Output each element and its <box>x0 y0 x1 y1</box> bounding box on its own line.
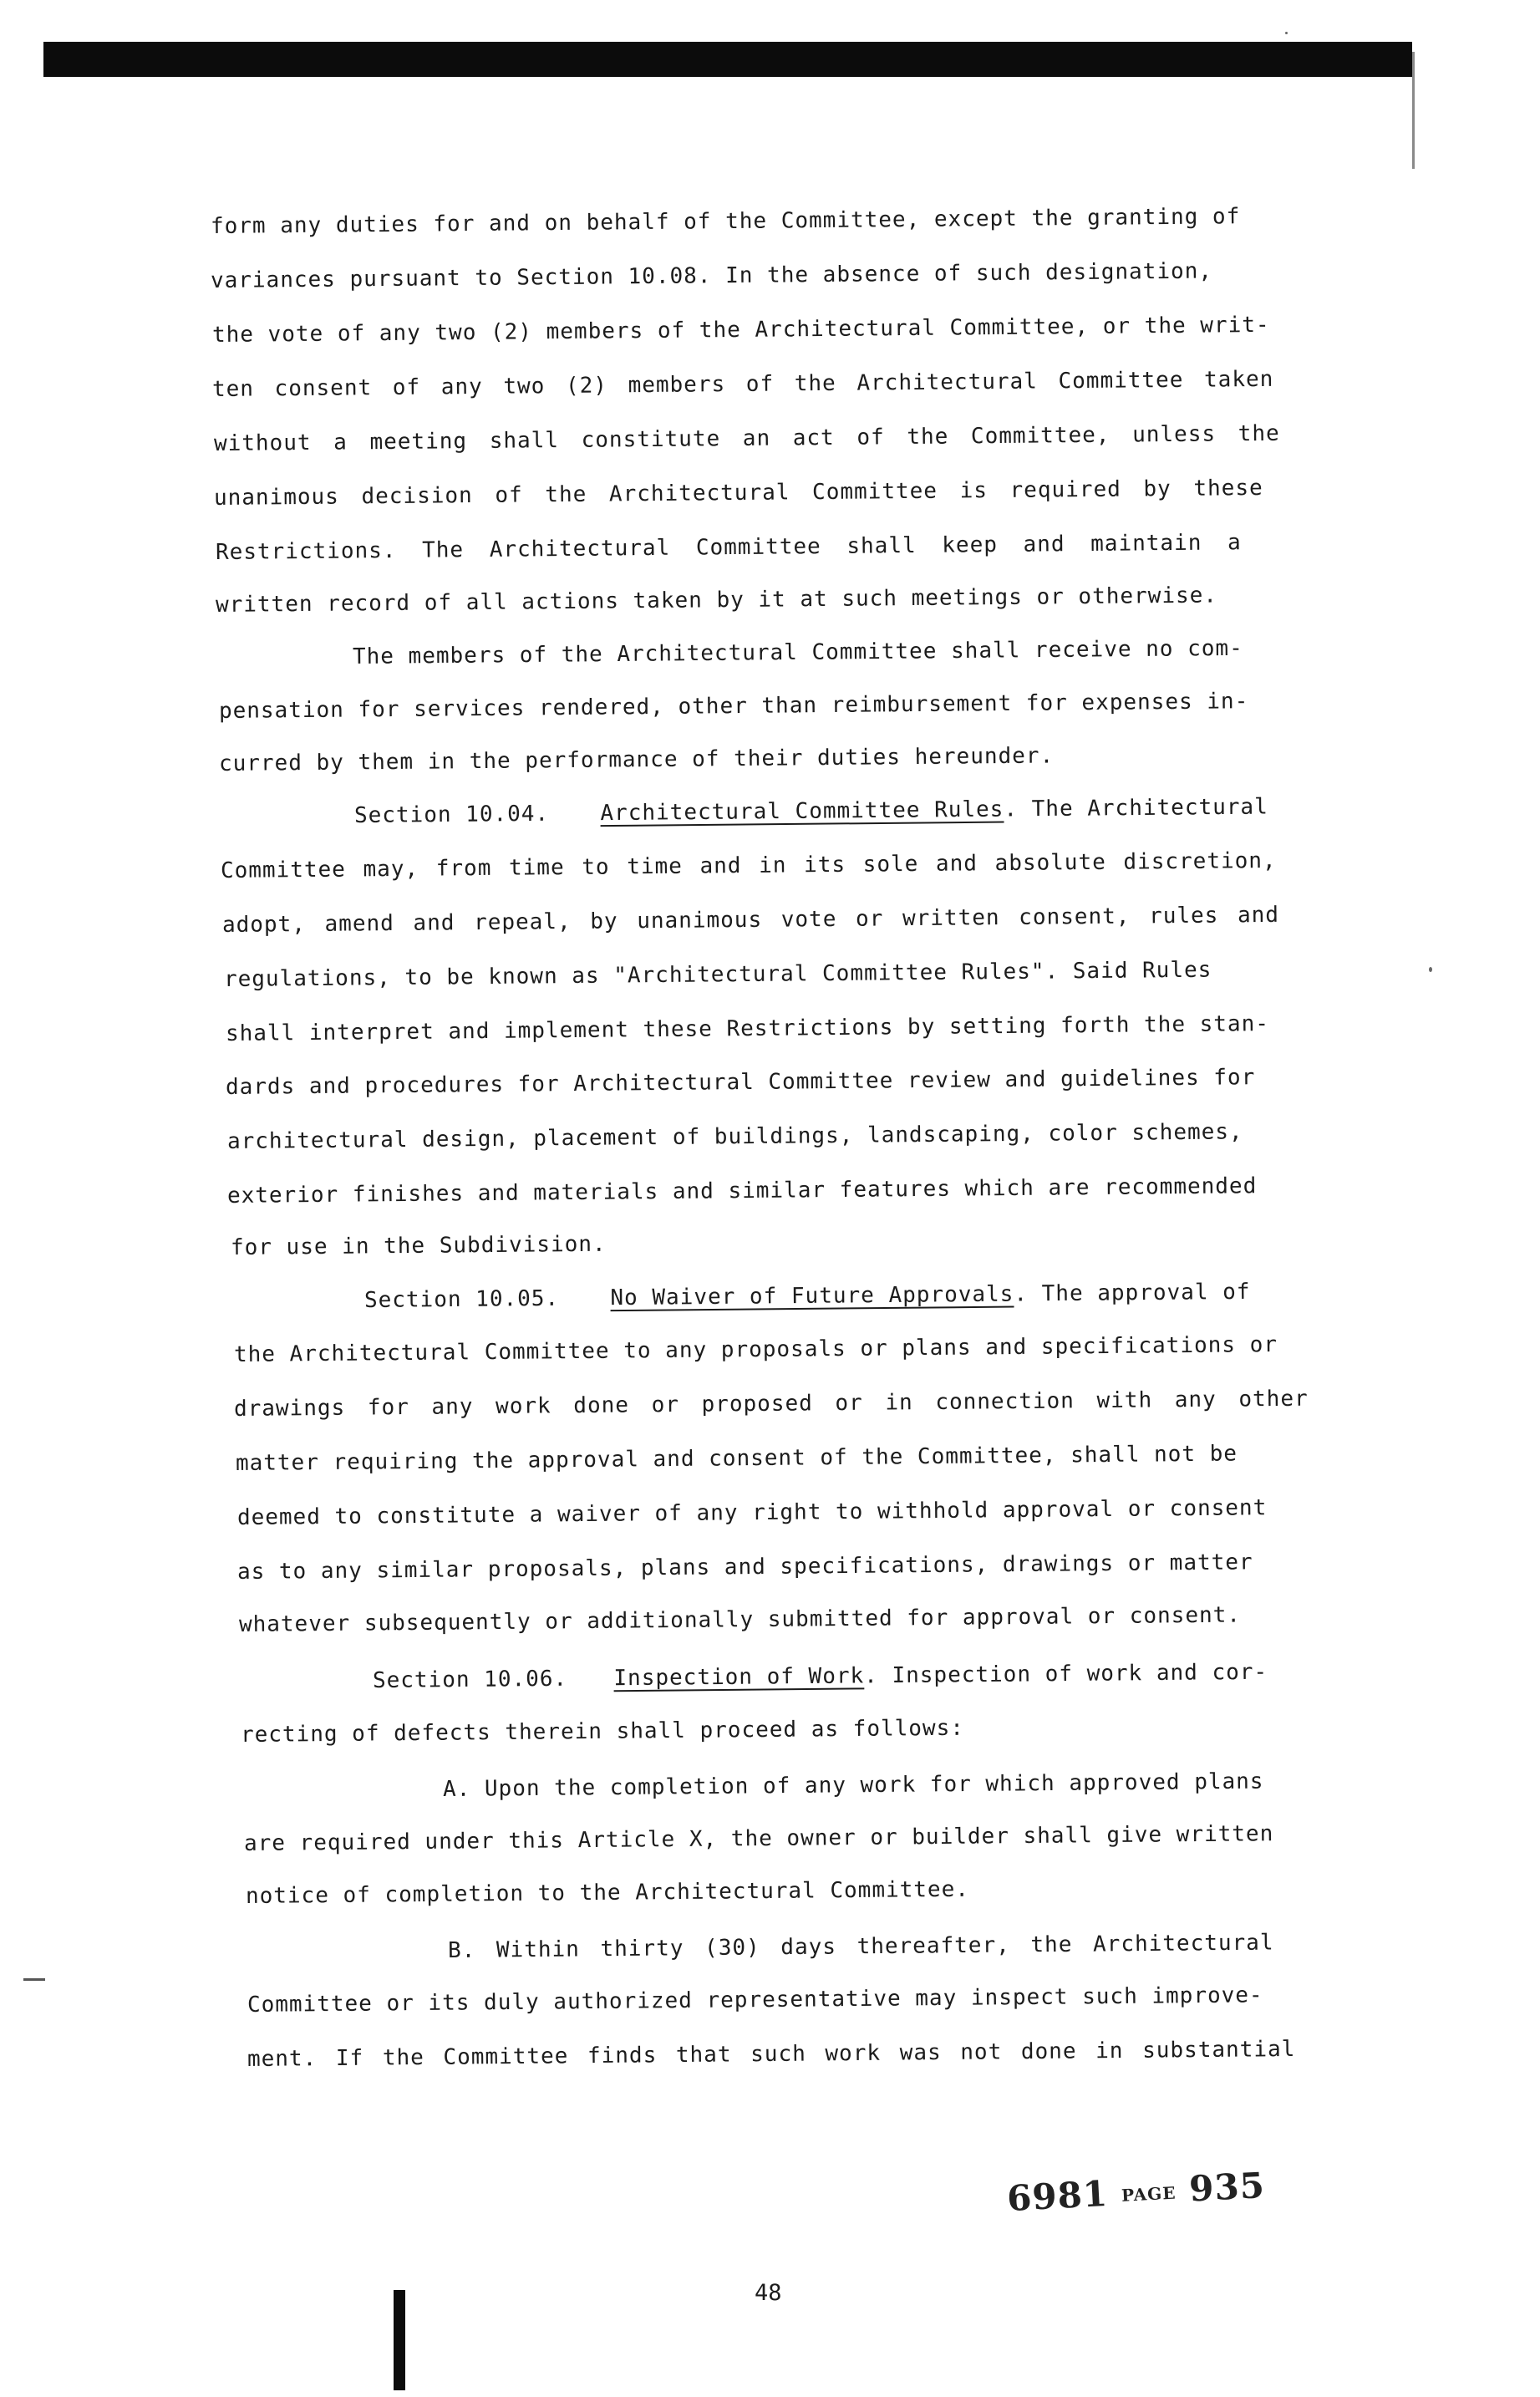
text-line: unanimous decision of the Architectural Committee is required by these <box>213 475 1263 511</box>
section-heading-rest: . The approval of <box>1014 1279 1251 1307</box>
text-line: the Architectural Committee to any proposals or plans and specifications or <box>233 1332 1278 1367</box>
section-title: No Waiver of Future Approvals <box>610 1281 1014 1311</box>
section-number: Section 10.04. <box>353 801 550 828</box>
page-label: PAGE <box>1121 2182 1177 2206</box>
page-number: 48 <box>755 2280 782 2306</box>
scan-speck <box>1429 967 1432 972</box>
scan-edge-line <box>1412 52 1415 169</box>
section-heading-line <box>364 1279 1251 1314</box>
scan-bottom-mark <box>394 2290 405 2390</box>
text-line: as to any similar proposals, plans and specifications, drawings or matter <box>236 1550 1253 1585</box>
text-line: written record of all actions taken by it at such meetings or otherwise. <box>215 583 1218 618</box>
text-line: shall interpret and implement these Restrictions by setting forth the stan- <box>225 1011 1270 1046</box>
text-line: the vote of any two (2) members of the Architectural Committee, or the writ- <box>211 312 1270 348</box>
text-line: whatever subsequently or additionally submitted for approval or consent. <box>238 1602 1242 1637</box>
text-line: variances pursuant to Section 10.08. In the absence of such designation, <box>210 258 1213 293</box>
section-heading-line <box>354 794 1268 829</box>
text-line: Restrictions. The Architectural Committee shall keep and maintain a <box>215 530 1242 565</box>
scan-speck <box>1285 32 1288 34</box>
text-line: matter requiring the approval and consent of the Committee, shall not be <box>235 1441 1238 1476</box>
text-line: Committee or its duly authorized representative may inspect such improve- <box>247 1982 1263 2018</box>
section-number: Section 10.06. <box>372 1666 568 1693</box>
margin-tick <box>23 1978 45 1981</box>
section-heading-line <box>373 1659 1268 1694</box>
section-number: Section 10.05. <box>363 1285 560 1313</box>
scan-top-bar <box>43 42 1412 77</box>
text-line: are required under this Article X, the owner or builder shall give written <box>243 1821 1274 1856</box>
text-line: Committee may, from time to time and in its sole and absolute discretion, <box>220 847 1277 883</box>
section-heading-rest: . The Architectural <box>1004 794 1268 822</box>
text-line: A. Upon the completion of any work for which approved plans <box>442 1768 1264 1802</box>
section-title: Inspection of Work <box>613 1663 865 1692</box>
recording-stamp <box>1006 2165 1266 2219</box>
book-number: 6981 <box>1005 2172 1110 2220</box>
text-line: architectural design, placement of buildings, landscaping, color schemes, <box>226 1119 1243 1154</box>
text-line: notice of completion to the Architectural Committee. <box>245 1876 970 1909</box>
text-line: ten consent of any two (2) members of the Architectural Committee taken <box>211 366 1274 402</box>
text-line: without a meeting shall constitute an act of the Committee, unless the <box>213 420 1280 456</box>
text-line: The members of the Architectural Committee shall receive no com- <box>352 635 1243 669</box>
text-line: form any duties for and on behalf of the Committee, except the granting of <box>210 204 1241 239</box>
text-line: drawings for any work done or proposed or in connection with any other <box>233 1386 1309 1422</box>
text-line: curred by them in the performance of their duties hereunder. <box>218 743 1055 776</box>
text-line: dards and procedures for Architectural Committee review and guidelines for <box>225 1065 1256 1100</box>
text-line: for use in the Subdivision. <box>230 1231 607 1260</box>
text-line: B. Within thirty (30) days thereafter, the Architectural <box>447 1930 1274 1963</box>
text-line: adopt, amend and repeal, by unanimous vote or written consent, rules and <box>221 902 1280 938</box>
text-line: recting of defects therein shall proceed as follows: <box>240 1715 965 1748</box>
text-line: pensation for services rendered, other than reimbursement for expenses in- <box>218 689 1249 724</box>
text-line: deemed to constitute a waiver of any right to withhold approval or consent <box>236 1495 1268 1530</box>
section-heading-rest: . Inspection of work and cor- <box>864 1659 1268 1689</box>
stamp-page-number: 935 <box>1187 2164 1267 2210</box>
text-line: regulations, to be known as "Architectural Committee Rules". Said Rules <box>223 957 1212 992</box>
text-line: exterior finishes and materials and similar features which are recommended <box>226 1173 1258 1209</box>
text-line: ment. If the Committee finds that such work was not done in substantial <box>247 2036 1296 2072</box>
section-title: Architectural Committee Rules <box>600 796 1004 827</box>
